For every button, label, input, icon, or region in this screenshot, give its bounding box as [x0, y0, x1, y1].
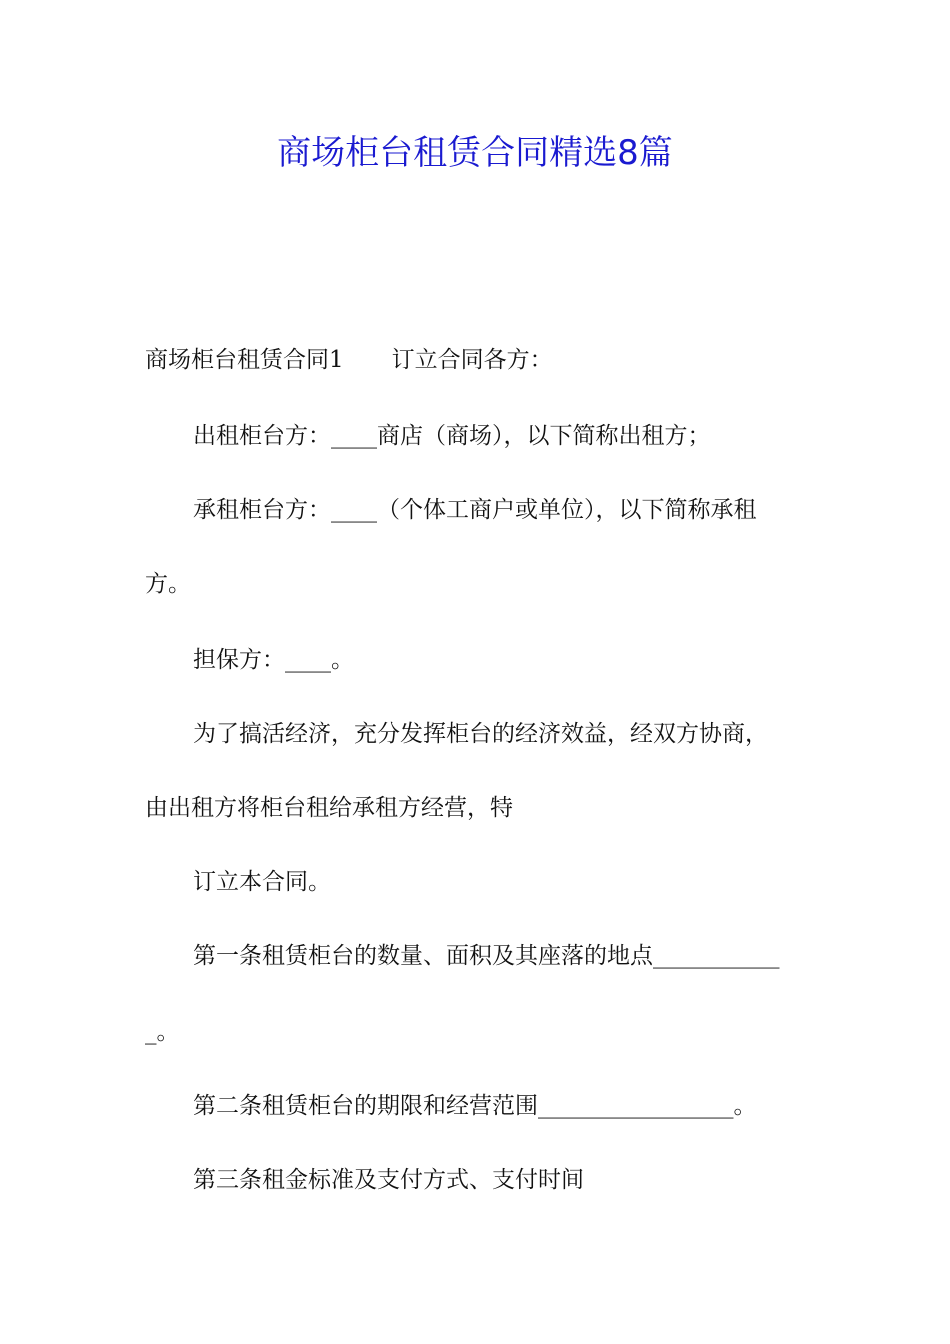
lessee-line: 承租柜台方：____（个体工商户或单位），以下简称承租 — [193, 497, 757, 523]
article-two-line: 第二条租赁柜台的期限和经营范围_________________。 — [193, 1093, 757, 1119]
guarantor-line: 担保方：____。 — [193, 647, 354, 673]
article-one-line-continued: _。 — [145, 1019, 180, 1045]
purpose-line-continued: 由出租方将柜台租给承租方经营，特 — [145, 795, 513, 821]
lessor-line: 出租柜台方：____商店（商场），以下简称出租方； — [193, 423, 711, 449]
purpose-line: 为了搞活经济，充分发挥柜台的经济效益，经双方协商， — [193, 721, 768, 747]
article-one-line: 第一条租赁柜台的数量、面积及其座落的地点___________ — [193, 943, 780, 969]
article-three-line: 第三条租金标准及支付方式、支付时间 — [193, 1167, 584, 1193]
section-heading-line — [145, 344, 553, 376]
parties-label: 订立合同各方： — [391, 347, 553, 373]
purpose-line-end: 订立本合同。 — [193, 869, 331, 895]
contract-number-label: 商场柜台租赁合同1 — [145, 347, 344, 373]
lessee-line-continued: 方。 — [145, 571, 191, 597]
document-title: 商场柜台租赁合同精选8篇 — [277, 133, 673, 173]
